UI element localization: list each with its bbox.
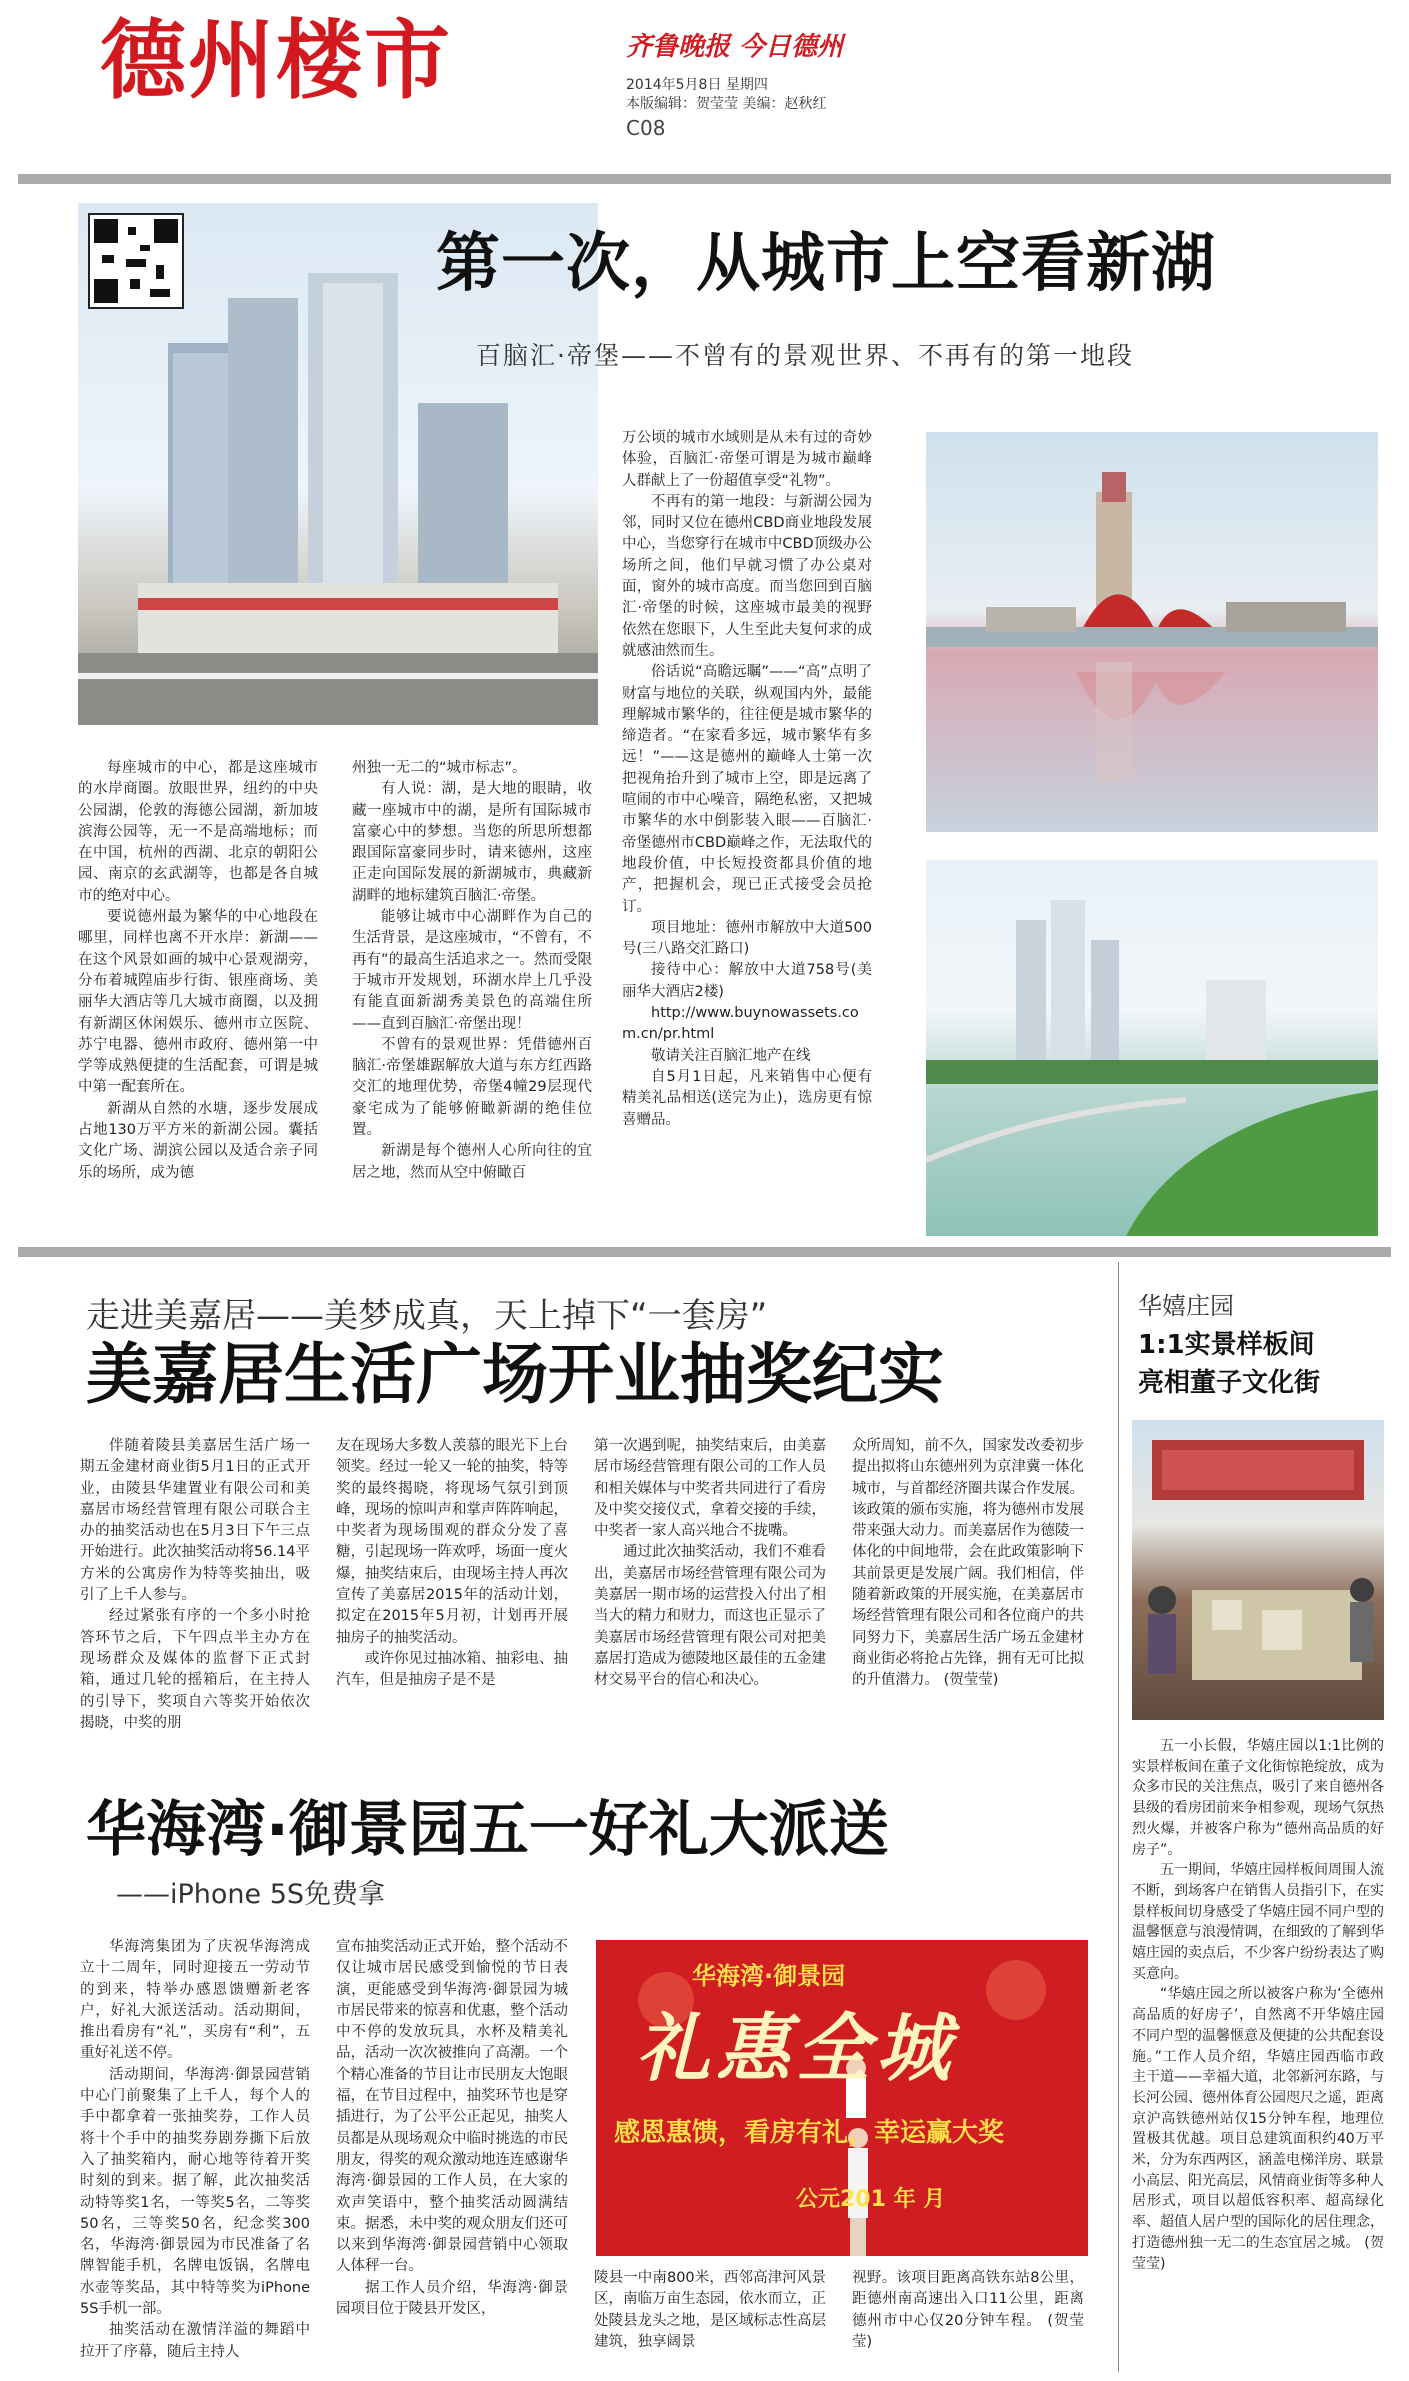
website-link[interactable]: http://www.buynowassets.com.cn/pr.html	[622, 1005, 859, 1043]
paragraph: 每座城市的中心，都是这座城市的水岸商圈。放眼世界，纽约的中央公园湖，伦敦的海德公园湖，新加坡滨海公园等，无一不是高端地标；而在中国，杭州的西湖、北京的朝阳公园、南京的玄武湖等，也都是各自城市的绝对中心。	[78, 760, 318, 904]
article2-kicker: 走进美嘉居——美梦成真，天上掉下“一套房”	[86, 1296, 768, 1336]
section-rule-1	[18, 1247, 1391, 1257]
paragraph: 俗话说“高瞻远瞩”——“高”点明了财富与地位的关联，纵观国内外，最能理解城市繁华的，往往便是城市繁华的缔造者。“在家看多远，城市繁华有多远！”——这是德州的巅峰人士第一次把视角抬升到了城市上空，即是远离了喧闹的市中心噪音，隔绝私密，又把城市繁华的水中倒影装入眼——百脑汇·帝堡德州市CBD巅峰之作，无法取代的地段价值，中长短投资都具价值的地产，把握机会，现已正式接受会员抢订。	[622, 664, 872, 915]
paragraph: 州独一无二的“城市标志”。	[352, 760, 527, 776]
article1-col1	[78, 758, 318, 1184]
page-number: C08	[626, 116, 666, 140]
paper-name: 齐鲁晚报 今日德州	[626, 32, 844, 62]
paragraph: 经过紧张有序的一个多小时抢答环节之后，下午四点半主办方在现场群众及媒体的监督下正式封箱，通过几轮的摇箱后，在主持人的引导下，奖项自六等奖开始依次揭晓，中奖的朋	[80, 1608, 310, 1731]
article3-col4	[852, 2268, 1084, 2353]
reception-center: 接待中心：解放中大道758号(美丽华大酒店2楼)	[622, 962, 872, 1000]
article2-col3	[594, 1436, 826, 1692]
sidebar-divider	[1118, 1262, 1119, 2372]
project-address: 项目地址：德州市解放中大道500号(三八路交汇路口)	[622, 919, 872, 958]
issue-meta	[626, 76, 826, 114]
lottery-stage-banner	[596, 1940, 1088, 2256]
article2-col4	[852, 1436, 1084, 1692]
paragraph: 新湖从自然的水塘，逐步发展成占地130万平方米的新湖公园。囊括文化广场、湖滨公园以及适合亲子同乐的场所，成为德	[78, 1100, 318, 1181]
sidebar-body	[1132, 1736, 1384, 2274]
paragraph: 视野。该项目距离高铁东站8公里，距德州南高速出入口11公里，距离德州市中心仅20分钟车程。 (贺莹莹)	[852, 2270, 1084, 2350]
paragraph: 不再有的第一地段：与新湖公园为邻，同时又位在德州CBD商业地段发展中心，当您穿行在城市中CBD顶级办公场所之间，他们早就习惯了办公桌对面，窗外的城市高度。而当您回到百脑汇·帝堡的时候，这座城市最美的视野依然在您眼下，人生至此夫复何求的成就感油然而生。	[622, 493, 872, 659]
editor-line: 本版编辑：贺莹莹 美编：赵秋红	[626, 96, 827, 112]
paragraph: 五一期间，华嬉庄园样板间周围人流不断，到场客户在销售人员指引下，在实景样板间切身感受了华嬉庄园不同户型的温馨惬意与浪漫情调，在细致的了解到华嬉庄园的卖点后，不少客户纷纷表达了购买意向。	[1132, 1862, 1384, 1982]
article3-subhead: ——iPhone 5S免费拿	[116, 1879, 386, 1910]
article2-headline: 美嘉居生活广场开业抽奖纪实	[86, 1336, 944, 1413]
top-rule	[18, 174, 1391, 184]
masthead-title: 德州楼市	[100, 11, 452, 111]
paragraph: 活动期间，华海湾·御景园营销中心门前聚集了上千人，每个人的手中都拿着一张抽奖券，工作人员将十个手中的抽奖券剧券撕下后放入了抽奖箱内，耐心地等待着开奖时刻的到来。据了解，此次抽奖活动特等奖1名，一等奖5名，二等奖50名，三等奖50名，纪念奖300名，华海湾·御景园为市民准备了名牌智能手机，名牌电饭锅，名牌电水壶等奖品，其中特等奖为iPhone 5S手机一部。	[80, 2066, 310, 2318]
lake-sculpture-image	[926, 432, 1378, 832]
paragraph: “华嬉庄园之所以被客户称为‘全德州高品质的好房子’，自然离不开华嬉庄园不同户型的温馨惬意及便捷的公共配套设施。”工作人员介绍，华嬉庄园西临市政主干道——幸福大道，北邻新河东路，与长河公园、德州体育公园咫尺之遥，距离京沪高铁德州站仅15分钟车程，地理位置极其优越。项目总建筑面积约40万平米，分为东西两区，涵盖电梯洋房、联景小高层、阳光高层，风情商业街等多种人居形式，项目以超低容积率、超高绿化率、超值人居户型的国际化的居住理念，打造德州独一无二的生态宜居之城。 (贺莹莹)	[1132, 1986, 1384, 2272]
article3-col3	[594, 2268, 826, 2353]
banner-slogan: 感恩惠馈，看房有礼，幸运赢大奖	[614, 2118, 1005, 2148]
article3-col2	[336, 1937, 568, 2320]
banner-calligraphy: 礼惠全城	[636, 2006, 956, 2092]
paragraph: 万公顷的城市水域则是从未有过的奇妙体验，百脑汇·帝堡可谓是为城市巅峰人群献上了一份超值享受“礼物”。	[622, 430, 872, 489]
new-lake-aerial-image	[926, 860, 1378, 1236]
article2-col1	[80, 1436, 310, 1734]
paragraph: 或许你见过抽冰箱、抽彩电、抽汽车，但是抽房子是不是	[336, 1650, 568, 1689]
paragraph: 五一小长假，华嬉庄园以1:1比例的实景样板间在董子文化街惊艳绽放，成为众多市民的关注焦点，吸引了来自德州各县级的看房团前来争相参观，现场气氛热烈火爆，并被客户称为“德州高品质的好房子”。	[1132, 1738, 1384, 1858]
article1-subhead: 百脑汇·帝堡——不曾有的景观世界、不再有的第一地段	[476, 341, 1134, 370]
paragraph: 敬请关注百脑汇地产在线	[651, 1047, 811, 1064]
new-lake-aerial-graphic	[926, 860, 1378, 1236]
paragraph: 伴随着陵县美嘉居生活广场一期五金建材商业街5月1日的正式开业，由陵县华建置业有限公司和美嘉居市场经营管理有限公司联合主办的抽奖活动也在5月3日下午三点开始进行。此次抽奖活动将56.14平方米的公寓房作为特等奖抽出，吸引了上千人参与。	[80, 1438, 311, 1604]
paragraph: 众所周知，前不久，国家发改委初步提出拟将山东德州列为京津冀一体化城市，与首都经济圈共谋合作发展。该政策的颁布实施，将为德州市发展带来强大动力。而美嘉居作为德陵一体化的中间地带，会在此政策影响下其前景更是发展广阔。我们相信，伴随着新政策的开展实施，在美嘉居市场经营管理有限公司和各位商户的共同努力下，美嘉居生活广场五金建材商业街必将抢占先锋，拥有无可比拟的升值潜力。 (贺莹莹)	[852, 1438, 1084, 1689]
paragraph: 宣布抽奖活动正式开始，整个活动不仅让城市居民感受到愉悦的节日表演，更能感受到华海湾·御景园为城市居民带来的惊喜和优惠，整个活动中不停的发放玩具，水杯及精美礼品，活动一次次被推向了高潮。一个个精心准备的节目让市民朋友大饱眼福，在节目过程中，抽奖环节也是穿插进行，为了公平公正起见，抽奖人员都是从现场观众中临时挑选的市民朋友，得奖的观众激动地连连感谢华海湾·御景园的工作人员，在大家的欢声笑语中，整个抽奖活动圆满结束。据悉，未中奖的观众朋友们还可以来到华海湾·御景园营销中心领取人体秤一台。	[336, 1939, 568, 2275]
sidebar-headline-2: 亮相董子文化街	[1138, 1368, 1321, 1398]
paragraph: 抽奖活动在激情洋溢的舞蹈中拉开了序幕，随后主持人	[80, 2322, 310, 2360]
showroom-graphic	[1132, 1420, 1384, 1720]
article3-col1	[80, 1937, 310, 2363]
paragraph: 自5月1日起，凡来销售中心便有精美礼品相送(送完为止)，选房更有惊喜赠品。	[622, 1068, 872, 1128]
lake-sculpture-graphic	[926, 432, 1378, 832]
article3-headline: 华海湾·御景园五一好礼大派送	[86, 1795, 889, 1865]
paragraph: 通过此次抽奖活动，我们不难看出，美嘉居市场经营管理有限公司为美嘉居一期市场的运营投入付出了相当大的精力和财力，而这也正显示了美嘉居市场经营管理有限公司对把美嘉居打造成为德陵地区最佳的五金建材交易平台的信心和决心。	[594, 1544, 826, 1689]
paragraph: 陵县一中南800米，西邻高津河风景区，南临万亩生态园，依水而立，正处陵县龙头之地，是区域标志性高层建筑，独享阔景	[594, 2270, 826, 2350]
article1-col3	[622, 428, 872, 1131]
paragraph: 第一次遇到呢，抽奖结束后，由美嘉居市场经营管理有限公司的工作人员和相关媒体与中奖者共同进行了看房及中奖交接仪式，拿着交接的手续，中奖者一家人高兴地合不拢嘴。	[594, 1438, 826, 1540]
paragraph: 据工作人员介绍，华海湾·御景园项目位于陵县开发区，	[336, 2279, 568, 2318]
paragraph: 能够让城市中心湖畔作为自己的生活背景，是这座城市，“不曾有，不再有”的最高生活追求之一。然而受限于城市开发规划，环湖水岸上几乎没有能直面新湖秀美景色的高端住所——直到百脑汇·帝堡出现！	[352, 909, 592, 1032]
paragraph: 新湖是每个德州人心所向往的宜居之地，然而从空中俯瞰百	[352, 1143, 592, 1181]
paragraph: 不曾有的景观世界：凭借德州百脑汇·帝堡雄踞解放大道与东方红西路交汇的地理优势，帝堡4幢29层现代豪宅成为了能够俯瞰新湖的绝佳位置。	[352, 1036, 592, 1139]
paragraph: 华海湾集团为了庆祝华海湾成立十二周年，同时迎接五一劳动节的到来，特举办感恩馈赠新老客户，好礼大派送活动。活动期间，推出看房有“礼”，买房有“利”，五重好礼送不停。	[80, 1939, 310, 2062]
sidebar-headline-1: 1:1实景样板间	[1138, 1330, 1315, 1360]
banner-date: 公元201 年 月	[796, 2187, 946, 2212]
article1-col2	[352, 758, 592, 1184]
paragraph: 要说德州最为繁华的中心地段在哪里，同样也离不开水岸：新湖——在这个风景如画的城中心景观湖旁，分布着城隍庙步行街、银座商场、美丽华大酒店等几大城市商圈，以及拥有新湖区休闲娱乐、德州市立医院、苏宁电器、德州市政府、德州第一中学等成熟便捷的生活配套，可谓是城中第一配套所在。	[78, 909, 318, 1096]
date-line: 2014年5月8日 星期四	[626, 77, 768, 93]
article2-col2	[336, 1436, 568, 1692]
banner-title: 华海湾·御景园	[692, 1962, 846, 1990]
paragraph: 有人说：湖，是大地的眼睛，收藏一座城市中的湖，是所有国际城市富豪心中的梦想。当您的所思所想都跟国际富豪同步时，请来德州，这座正走向国际发展的新湖城市，典藏新湖畔的地标建筑百脑汇·帝堡。	[352, 781, 592, 904]
showroom-photo	[1132, 1420, 1384, 1720]
qr-code[interactable]	[88, 213, 184, 309]
sidebar-kicker: 华嬉庄园	[1138, 1292, 1234, 1320]
paragraph: 友在现场大多数人羡慕的眼光下上台领奖。经过一轮又一轮的抽奖，特等奖的最终揭晓，将现场气氛引到顶峰，现场的惊叫声和掌声阵阵响起，中奖者为现场围观的群众分发了喜糖，引起现场一阵欢呼，场面一度火爆，抽奖结束后，由现场主持人再次宣传了美嘉居2015年的活动计划，拟定在2015年5月初，计划再开展抽房子的抽奖活动。	[336, 1438, 568, 1646]
article1-headline: 第一次，从城市上空看新湖	[436, 227, 1216, 301]
